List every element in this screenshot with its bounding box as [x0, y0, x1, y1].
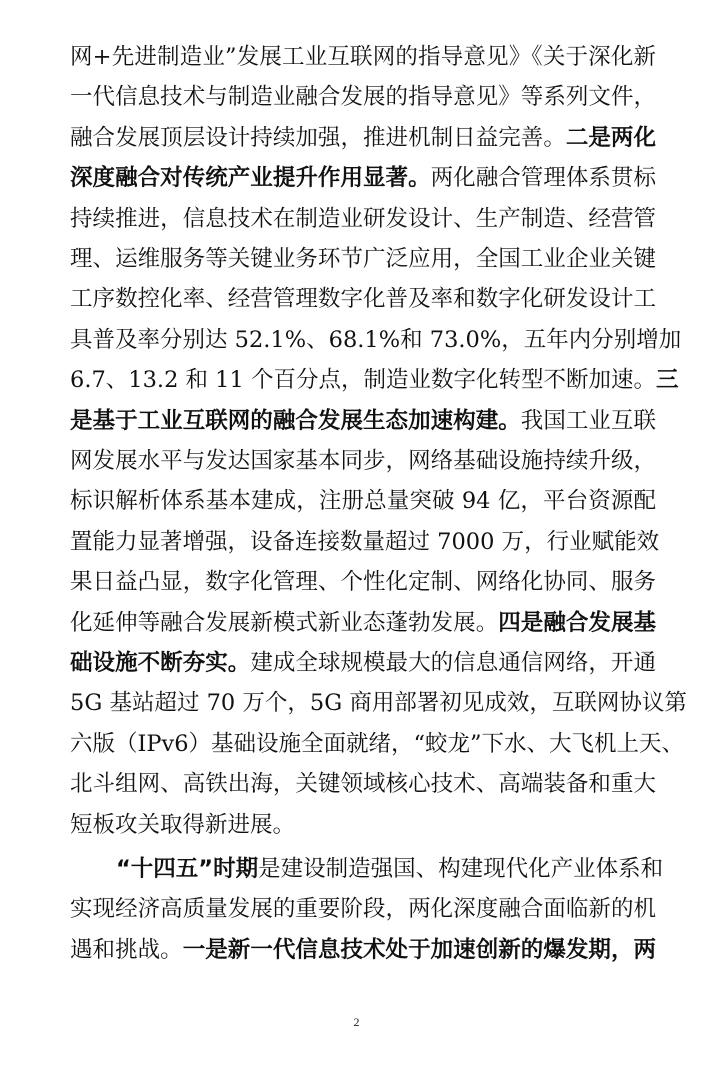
text-segment: 我国工业互联	[520, 407, 656, 434]
bold-text-segment: 一是新一代信息技术处于加速创新的爆发期，两	[182, 936, 656, 963]
text-line	[70, 118, 656, 158]
text-segment: 标识解析体系基本建成，注册总量突破 94 亿，平台资源配	[70, 488, 656, 515]
text-segment: 建成全球规模最大的信息通信网络，开通	[250, 650, 656, 676]
text-segment: 实现经济高质量发展的重要阶段，两化深度融合面临新的机	[70, 896, 656, 923]
bold-text-segment: 深度融合对传统产业提升作用显著。	[70, 165, 431, 192]
text-segment: 一代信息技术与制造业融合发展的指导意见》等系列文件，	[70, 84, 656, 111]
text-segment: 具普及率分别达 52.1%、68.1%和 73.0%，五年内分别增加	[70, 326, 682, 353]
text-line	[116, 849, 664, 889]
text-segment: 置能力显著增强，设备连接数量超过 7000 万，行业赋能效	[70, 528, 660, 555]
text-line	[70, 279, 656, 319]
text-segment: 两化融合管理体系贯标	[430, 165, 656, 192]
text-line	[70, 320, 682, 360]
text-segment: 果日益凸显，数字化管理、个性化定制、网络化协同、服务	[70, 569, 656, 596]
text-line	[70, 441, 656, 481]
text-line	[70, 522, 660, 562]
text-line	[70, 37, 656, 77]
text-segment: 短板攻关取得新进展。	[70, 811, 296, 838]
text-segment: 是建设制造强国、构建现代化产业体系和	[258, 856, 664, 882]
text-line	[70, 683, 687, 723]
text-line	[70, 158, 656, 198]
text-line	[70, 643, 656, 683]
text-segment: 北斗组网、高铁出海，关键领域核心技术、高端装备和重大	[70, 771, 656, 798]
text-segment: 5G 基站超过 70 万个，5G 商用部署初见成效，互联网协议第	[70, 690, 687, 717]
text-line	[70, 805, 656, 845]
text-segment: 持续推进，信息技术在制造业研发设计、生产制造、经营管	[70, 205, 656, 232]
text-segment: 融合发展顶层设计持续加强，推进机制日益完善。	[70, 124, 566, 151]
text-line	[70, 724, 685, 764]
text-line	[70, 481, 656, 521]
bold-text-segment: 是基于工业互联网的融合发展生态加速构建。	[70, 407, 521, 434]
text-segment: 遇和挑战。	[70, 936, 183, 963]
text-line	[70, 562, 656, 602]
text-line	[70, 239, 656, 279]
text-line	[70, 889, 656, 929]
bold-text-segment: 四是融合发展基	[498, 609, 656, 636]
text-segment: 理、运维服务等关键业务环节广泛应用，全国工业企业关键	[70, 246, 656, 272]
text-segment: 六版（IPv6）基础设施全面就绪，“蛟龙”下水、大飞机上天、	[70, 730, 685, 757]
text-segment: 网发展水平与发达国家基本同步，网络基础设施持续升级，	[70, 448, 656, 474]
text-segment: 工序数控化率、经营管理数字化普及率和数字化研发设计工	[70, 286, 656, 313]
text-line	[70, 77, 656, 117]
bold-text-segment: 础设施不断夯实。	[70, 650, 251, 676]
text-line	[70, 930, 656, 970]
text-line	[70, 401, 656, 441]
text-line	[70, 603, 656, 643]
bold-text-segment: 二是两化	[565, 124, 656, 151]
text-segment: 6.7、13.2 和 11 个百分点，制造业数字化转型不断加速。	[70, 367, 656, 394]
page-number: 2	[353, 1015, 360, 1029]
text-segment: 化延伸等融合发展新模式新业态蓬勃发展。	[70, 609, 499, 636]
bold-text-segment: “十四五”时期	[116, 856, 259, 882]
text-line	[70, 199, 656, 239]
text-line	[70, 764, 656, 804]
text-segment: 网+先进制造业”发展工业互联网的指导意见》《关于深化新	[70, 44, 656, 70]
text-line	[70, 360, 679, 400]
bold-text-segment: 三	[655, 367, 679, 394]
